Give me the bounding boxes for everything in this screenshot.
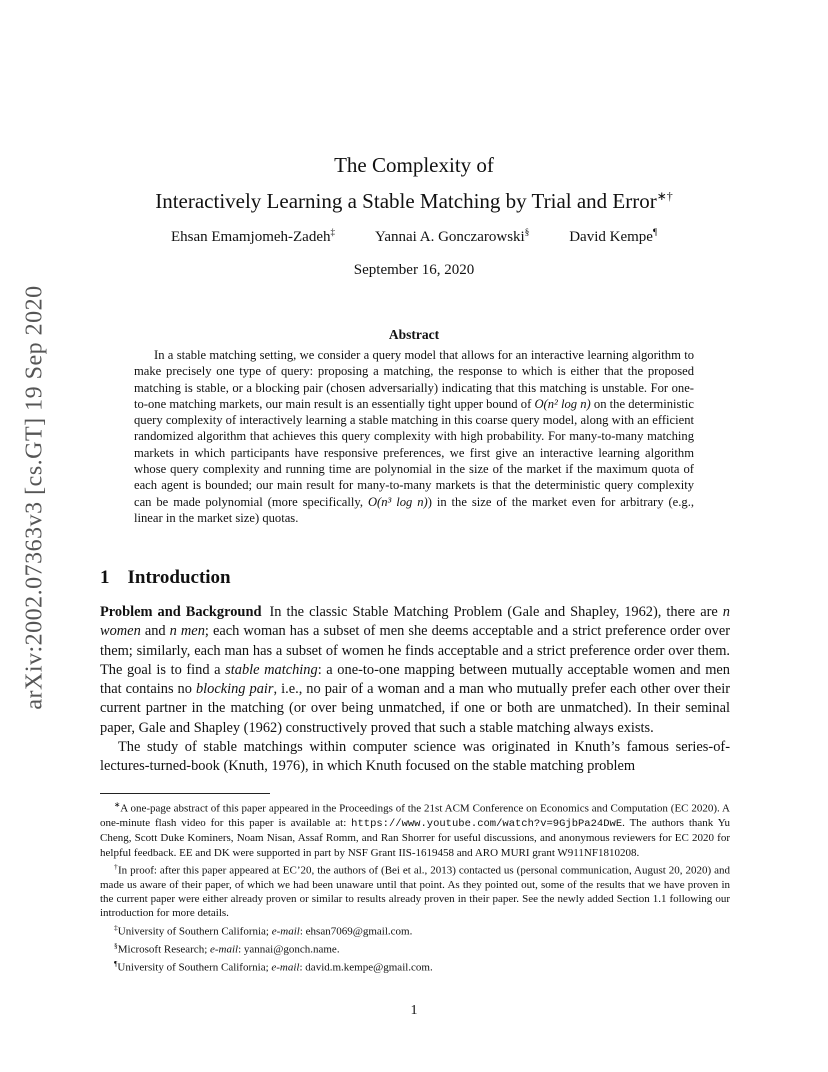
author-1-mark: ‡ bbox=[330, 227, 335, 237]
title-footnote-marks: ∗† bbox=[656, 189, 673, 203]
fn4-mark: § bbox=[114, 940, 118, 950]
footnote-4 bbox=[100, 939, 730, 957]
p1-emph-2: n men bbox=[169, 623, 205, 640]
title-line-2 bbox=[60, 181, 768, 217]
author-2 bbox=[375, 227, 529, 246]
paragraph-2: The study of stable matchings within computer science was originated in Knuth’s famous series-of-lectures-turned-book (Knuth, 1976), in which Knuth focused on the stable matching problem bbox=[100, 739, 730, 775]
footnote-2 bbox=[100, 860, 730, 921]
author-3 bbox=[569, 227, 657, 246]
p1-text-3: ; each woman has a subset of men she deems acceptable and a strict preference order over them; similarly, each man has a subset of women he finds acceptable and a strict preference order over them. The goal is to find a bbox=[100, 623, 730, 678]
fn5-email: : david.m.kempe@gmail.com. bbox=[299, 961, 433, 974]
introduction-body bbox=[100, 603, 730, 777]
footnote-1 bbox=[100, 798, 730, 860]
fn5-email-label: e-mail bbox=[271, 961, 300, 974]
p1-text-2: and bbox=[140, 623, 170, 640]
fn4-affiliation: Microsoft Research; bbox=[117, 943, 210, 956]
p1-text-4: : a one-to-one mapping between mutually acceptable women and men that contains no bbox=[100, 661, 730, 698]
author-2-name: Yannai A. Gonczarowski bbox=[375, 229, 525, 245]
author-3-mark: ¶ bbox=[652, 227, 658, 237]
fn3-email: : ehsan7069@gmail.com. bbox=[299, 925, 413, 938]
author-3-name: David Kempe bbox=[569, 229, 653, 245]
p1-emph-1: n women bbox=[100, 604, 730, 640]
author-2-mark: § bbox=[524, 227, 530, 237]
footnote-3 bbox=[100, 921, 730, 939]
paper-title bbox=[60, 150, 768, 217]
paper-date: September 16, 2020 bbox=[353, 262, 475, 278]
abstract-body bbox=[134, 347, 694, 526]
arxiv-identifier: arXiv:2002.07363v3 [cs.GT] 19 Sep 2020 bbox=[22, 284, 48, 710]
abstract-math-1: O(n² log n) bbox=[534, 396, 591, 411]
fn5-mark: ¶ bbox=[114, 958, 118, 968]
fn5-affiliation: University of Southern California; bbox=[117, 961, 272, 974]
abstract-heading: Abstract bbox=[388, 327, 440, 342]
section-number: 1 bbox=[100, 567, 110, 588]
author-1 bbox=[171, 227, 335, 246]
abstract-text-1: In a stable matching setting, we consider a query model that allows for an interactive learning algorithm to make precisely one type of query: proposing a matching, the response to which is either that the proposed matching is stable, or a blocking pair (chosen adversarially) indicating that this matching is unstable. For one-to-one matching markets, our main result is an essentially tight upper bound of bbox=[134, 348, 694, 411]
footnote-rule bbox=[100, 793, 270, 794]
abstract-math-2: O(n³ log n) bbox=[367, 494, 428, 509]
p1-text-1: In the classic Stable Matching Problem (Gale and Shapley, 1962), there are bbox=[269, 604, 723, 620]
author-list bbox=[60, 227, 768, 246]
p1-emph-3: stable matching bbox=[225, 661, 318, 678]
fn3-affiliation: University of Southern California; bbox=[117, 925, 272, 938]
fn4-email: : yannai@gonch.name. bbox=[238, 943, 340, 956]
paragraph-1 bbox=[100, 603, 730, 738]
fn4-email-label: e-mail bbox=[210, 943, 239, 956]
fn2-text: In proof: after this paper appeared at EC’20, the authors of (Bei et al., 2013) contacted us (personal communication, August 20, 2020) and made us aware of their paper, of which we had been unaware until that point. As they pointed out, some of the results that we have proven in the current paper were either already proven or similar to results already proven in their paper. See the newly added Section 1.1 following our introduction for more details. bbox=[100, 864, 730, 920]
fn1-video-link[interactable]: https://www.youtube.com/watch?v=9GjbPa24DwE bbox=[351, 817, 623, 830]
fn1-text-a: A one-page abstract of this paper appeared in the Proceedings of the 21st ACM Conference on Economics and Computation (EC 2020). A one-minute flash video for this paper is available at: bbox=[100, 802, 730, 829]
fn1-mark: ∗ bbox=[114, 800, 121, 809]
abstract-text-2: on the deterministic query complexity of interactively learning a stable matching in this coarse query model, along with an efficient randomized algorithm that achieves this query complexity with high probability. For many-to-many matching markets in which participants have responsive preferences, we first give an interactive learning algorithm whose query complexity and running time are polynomial in the size of the market if the maximum quota of each agent is bounded; our main result for many-to-many markets is that the deterministic query complexity can be made polynomial (more specifically, bbox=[134, 396, 694, 509]
title-line-1: The Complexity of bbox=[334, 153, 494, 177]
footnote-5 bbox=[100, 957, 730, 975]
p1-text-5: , i.e., no pair of a woman and a man who mutually prefer each other over their current partner in the matching (or over being unmatched, if one or both are unmatched). In their seminal paper, Gale and Shapley (1962) constructively proved that such a stable matching always exists. bbox=[100, 681, 730, 736]
title-line-2-text: Interactively Learning a Stable Matching by Trial and Error bbox=[155, 189, 657, 213]
fn3-mark: ‡ bbox=[114, 922, 118, 932]
paragraph-heading: Problem and Background bbox=[100, 604, 262, 620]
p1-emph-4: blocking pair bbox=[195, 681, 274, 698]
arxiv-side-stamp bbox=[20, 284, 51, 710]
footnotes bbox=[100, 798, 730, 975]
author-1-name: Ehsan Emamjomeh-Zadeh bbox=[170, 229, 331, 245]
fn1-text-b: . The authors thank Yu Cheng, Scott Duke Kominers, Noam Nisan, Assaf Romm, and Ran Shorrer for useful discussions, and anonymous reviewers for EC 2020 for helpful feedback. EE and DK were supported in part by NSF Grant IIS-1619458 and ARO MURI grant W911NF1810208. bbox=[100, 816, 731, 859]
section-heading bbox=[100, 567, 231, 589]
page-number: 1 bbox=[410, 1003, 418, 1018]
fn3-email-label: e-mail bbox=[271, 925, 300, 938]
fn2-mark: † bbox=[114, 861, 118, 871]
abstract-text-3: ) in the size of the market even for arbitrary (e.g., linear in the market size) quotas. bbox=[134, 494, 694, 525]
section-title: Introduction bbox=[127, 567, 231, 588]
